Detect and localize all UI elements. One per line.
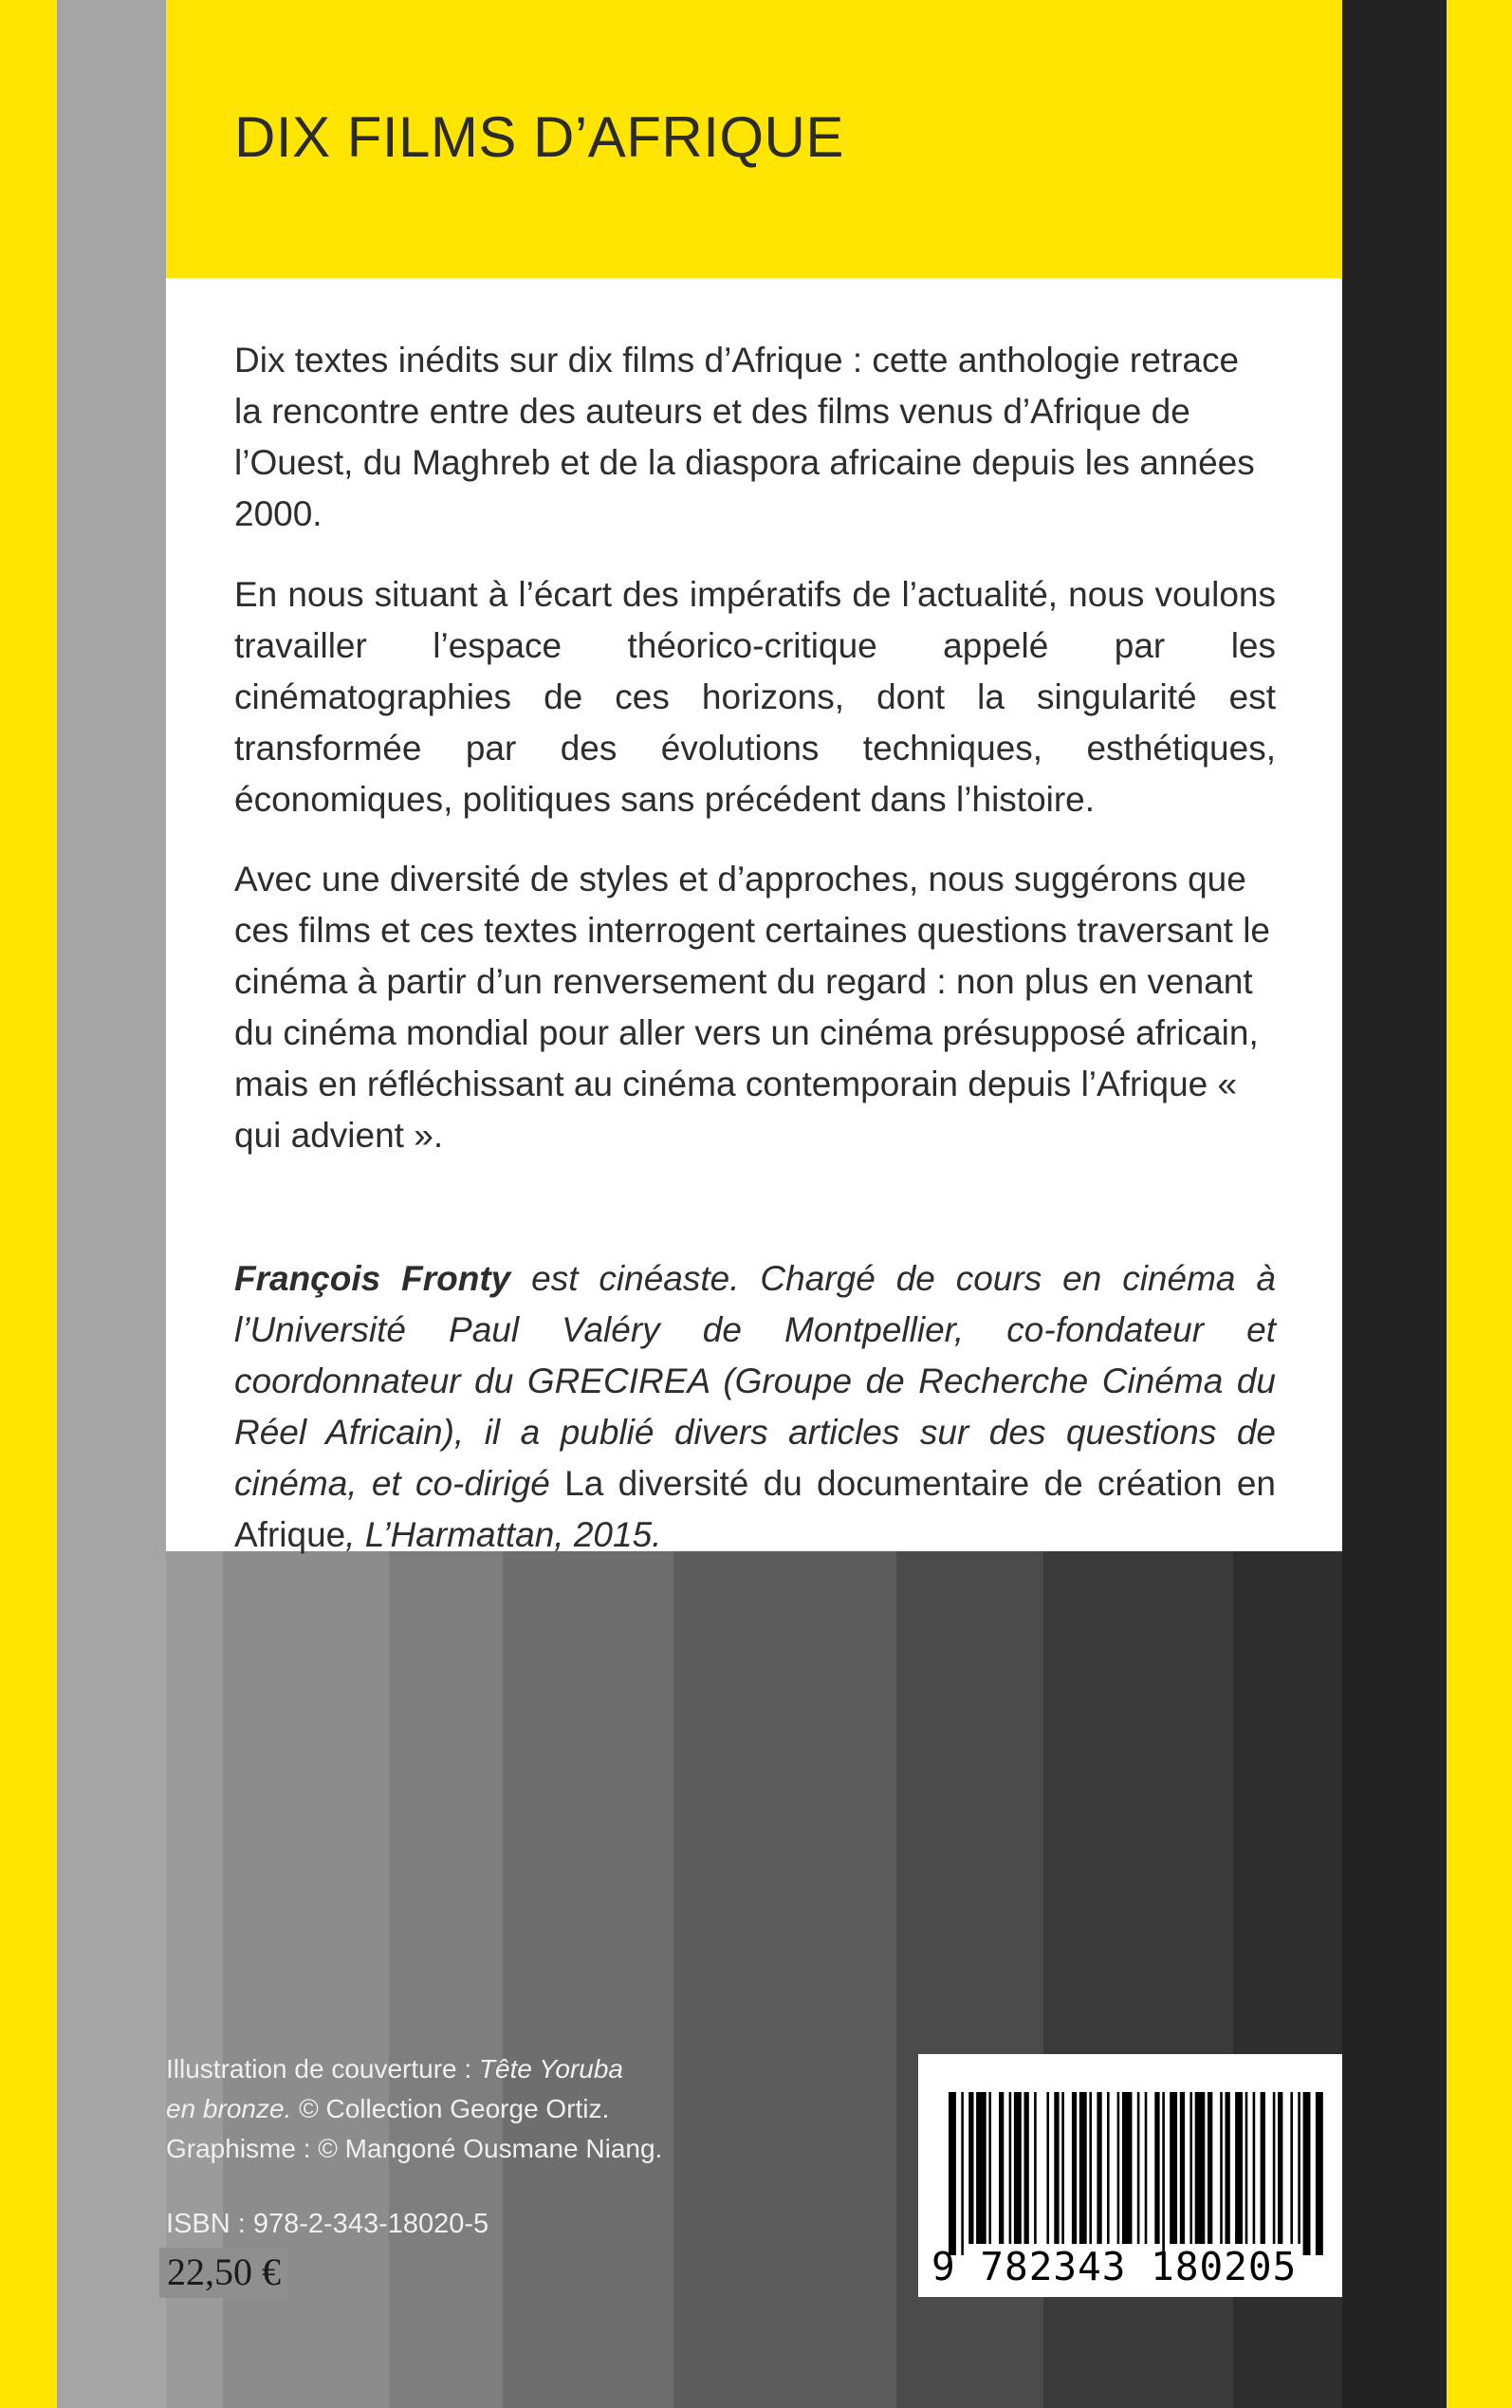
blurb-paragraph-2: En nous situant à l’écart des impératifs de l’actualité, nous voulons travailler l’espace théorico-critique appelé par les cinématographies de ces horizons, dont la singularité est transformée par des évolutions techniques, esthétiques, économiques, politiques sans précédent dans l’histoire. — [234, 575, 1276, 819]
blurb-paragraph-1: Dix textes inédits sur dix films d’Afrique : cette anthologie retrace la rencontre entre des auteurs et des films venus d’Afrique de l’Ouest, du Maghreb et de la diaspora africaine depuis les années 2000. — [234, 341, 1255, 533]
barcode-bar — [1180, 2092, 1185, 2244]
barcode-bar — [1046, 2092, 1049, 2244]
credits-line-2 — [166, 2089, 773, 2129]
barcode-bar — [1009, 2092, 1012, 2244]
barcode-bar — [1117, 2092, 1120, 2244]
barcode-bar — [1235, 2092, 1243, 2244]
barcode-bar — [1162, 2092, 1165, 2255]
barcode-bar — [1273, 2092, 1276, 2244]
cover-credits — [166, 2049, 773, 2169]
blurb-panel — [166, 278, 1342, 1554]
gray-stripe — [1342, 0, 1447, 2408]
publisher-year: , L’Harmattan, 2015. — [345, 1515, 662, 1554]
barcode — [918, 2054, 1342, 2297]
barcode-bar — [1208, 2092, 1212, 2244]
gray-stripe — [57, 0, 166, 2408]
barcode-bar — [1189, 2092, 1192, 2244]
barcode-bar — [1261, 2092, 1265, 2244]
barcode-bar — [1014, 2092, 1022, 2244]
author-bio-text: est cinéaste. Chargé de cours en cinéma à l’Université Paul Valéry de Montpellier, co-fondateur et coordonnateur du GRECIREA (Groupe de Recherche Cinéma du Réel Africain), il a publié divers articles sur des questions de cinéma, et co-dirigé — [234, 1259, 1276, 1503]
credits-collection: © Collection George Ortiz. — [291, 2094, 610, 2123]
barcode-bar — [949, 2092, 956, 2255]
barcode-bar — [988, 2092, 991, 2244]
barcode-bar — [1298, 2092, 1300, 2244]
credits-line-3: Graphisme : © Mangoné Ousmane Niang. — [166, 2134, 663, 2163]
barcode-bar — [1089, 2092, 1092, 2244]
barcode-bar — [1253, 2092, 1256, 2244]
barcode-bar — [1220, 2092, 1223, 2244]
barcode-bar — [1154, 2092, 1159, 2244]
price: 22,50 € — [159, 2248, 288, 2298]
barcode-bar — [1097, 2092, 1101, 2244]
credits-illustration-label: Illustration de couverture : — [166, 2054, 479, 2084]
title-header — [166, 0, 1342, 278]
left-yellow-band — [0, 0, 57, 2408]
barcode-bar — [1290, 2092, 1293, 2244]
cited-book-title: La diversité du documentaire de création en Afrique — [234, 1464, 1276, 1554]
barcode-bar — [1303, 2092, 1311, 2255]
barcode-bar — [1072, 2092, 1077, 2244]
barcode-bar — [1137, 2092, 1140, 2244]
barcode-bar — [1170, 2092, 1177, 2244]
credits-line-1 — [166, 2049, 773, 2089]
barcode-bar — [1316, 2092, 1323, 2255]
barcode-bar — [1107, 2092, 1110, 2244]
author-bio — [234, 1253, 1276, 1561]
barcode-bar — [1024, 2092, 1029, 2244]
book-title: DIX FILMS D’AFRIQUE — [234, 105, 844, 169]
right-yellow-band — [1447, 0, 1512, 2408]
barcode-bar — [968, 2092, 973, 2244]
barcode-bar — [1278, 2092, 1282, 2244]
isbn: ISBN : 978-2-343-18020-5 — [166, 2209, 489, 2239]
barcode-bar — [1079, 2092, 1087, 2244]
barcode-bar — [1054, 2092, 1059, 2244]
barcode-bar — [1122, 2092, 1133, 2244]
author-name: François Fronty — [234, 1259, 511, 1298]
barcode-bar — [1061, 2092, 1064, 2244]
barcode-bar — [1226, 2092, 1230, 2244]
barcode-bar — [961, 2092, 964, 2255]
barcode-bar — [1195, 2092, 1206, 2244]
barcode-bar — [1034, 2092, 1037, 2244]
credits-illustration-title: Tête Yoruba — [478, 2054, 623, 2084]
barcode-bar — [1245, 2092, 1248, 2244]
barcode-bar — [1145, 2092, 1148, 2244]
barcode-number: 9 782343 180205 — [931, 2244, 1298, 2289]
barcode-bar — [976, 2092, 986, 2244]
barcode-bar — [999, 2092, 1004, 2244]
blurb-paragraph-3: Avec une diversité de styles et d’approches, nous suggérons que ces films et ces textes interrogent certaines questions traversant le cinéma à partir d’un renversement du regard : non plus en venant du cinéma mondial pour aller vers un cinéma présupposé africain, mais en réfléchissant au cinéma contemporain depuis l’Afrique « qui advient ». — [234, 860, 1271, 1155]
credits-illustration-material: en bronze. — [166, 2094, 292, 2123]
